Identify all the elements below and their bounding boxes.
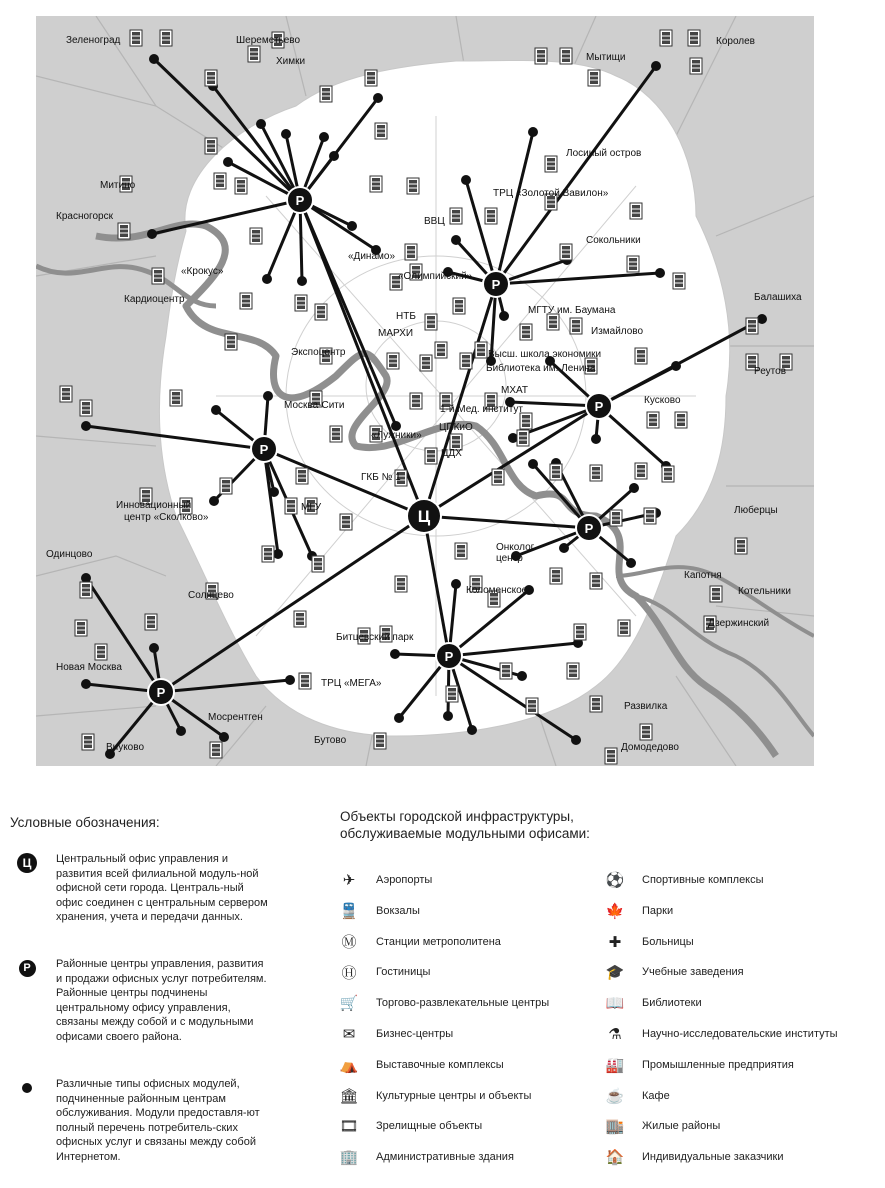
office-module-dot[interactable] [655,268,665,278]
office-module-dot[interactable] [263,391,273,401]
infrastructure-icon[interactable] [240,293,252,309]
map-label-mgtu: МГТУ им. Баумана [528,305,616,316]
office-module-dot[interactable] [211,405,221,415]
map-label-sheremetyevo: Шереметьево [236,35,301,46]
hub-letter: Р [594,399,604,414]
office-module-dot[interactable] [591,434,601,444]
infrastructure-icon[interactable] [453,298,465,314]
office-module-dot[interactable] [147,229,157,239]
infrastructure-icon[interactable] [294,611,306,627]
map-label-krokus: «Крокус» [181,266,224,277]
infrastructure-icon[interactable] [407,178,419,194]
object-row [604,1087,670,1105]
infrastructure-icon[interactable] [630,203,642,219]
metro-icon: Ⓜ [341,934,357,952]
office-module-dot[interactable] [651,61,661,71]
object-label: Парки [642,904,674,917]
infrastructure-icon[interactable] [460,353,472,369]
office-module-dot[interactable] [285,675,295,685]
object-label: Культурные центры и объекты [376,1089,532,1102]
office-module-dot[interactable] [626,558,636,568]
office-module-icon [16,1077,38,1099]
map-label-luzhniki: «Лужники» [371,430,422,441]
airplane-icon: ✈ [342,872,356,889]
hub-letter: Р [156,685,166,700]
infrastructure-icon[interactable] [535,48,547,64]
office-module-dot[interactable] [499,311,509,321]
office-module-dot[interactable] [297,276,307,286]
infrastructure-icon[interactable] [690,58,702,74]
infrastructure-icon[interactable] [450,208,462,224]
infrastructure-icon[interactable] [574,624,586,640]
infrastructure-icon[interactable] [285,498,297,514]
office-module-dot[interactable] [629,483,639,493]
regional-center-icon [16,957,38,979]
map-label-lyubertsy: Люберцы [734,505,778,516]
object-row [338,1056,504,1074]
infrastructure-icon[interactable] [312,556,324,572]
infrastructure-icon[interactable] [375,123,387,139]
map-label-olimp: «Олимпийский» [398,271,473,282]
infrastructure-icon[interactable] [735,538,747,554]
office-module-dot[interactable] [451,235,461,245]
hub-letter: Р [295,193,305,208]
object-row [338,994,549,1012]
cup-icon: ☕ [605,1087,625,1105]
infrastructure-icon[interactable] [520,413,532,429]
office-module-dot[interactable] [571,735,581,745]
map-label-kolomenskoe: Коломенское [466,585,528,596]
infrastructure-icon[interactable] [560,48,572,64]
infrastructure-icon[interactable] [520,324,532,340]
infrastructure-icon[interactable] [75,620,87,636]
infrastructure-icon[interactable] [644,508,656,524]
infrastructure-icon[interactable] [374,733,386,749]
object-row [338,871,432,889]
hub-letter: Р [444,649,454,664]
infrastructure-icon[interactable] [710,586,722,602]
object-label: Гостиницы [376,966,431,979]
object-row [604,994,702,1012]
infrastructure-icon[interactable] [746,318,758,334]
office-module-dot[interactable] [281,129,291,139]
infrastructure-icon[interactable] [80,582,92,598]
infrastructure-icon[interactable] [485,208,497,224]
infrastructure-icon[interactable] [446,686,458,702]
object-label: Библиотеки [642,997,702,1010]
expo-icon: ⛺ [339,1056,359,1074]
infrastructure-icon[interactable] [250,228,262,244]
infrastructure-icon[interactable] [455,543,467,559]
map-label-losiny: Лосиный остров [566,148,642,159]
map-label-balashikha: Балашиха [754,292,802,303]
map-label-kapotnya: Капотня [684,570,722,581]
object-row [604,871,764,889]
hub-letter: Р [491,277,501,292]
infrastructure-icon[interactable] [492,469,504,485]
map-label-lenin: Библиотека им. Ленина [486,363,596,374]
office-module-dot[interactable] [319,132,329,142]
grad-cap-icon: 🎓 [605,964,625,982]
cart-icon: 🛒 [339,995,359,1013]
building-icon: 🏬 [605,1118,625,1136]
map-label-khimki: Химки [276,56,306,67]
map-label-kardio: Кардиоцентр [124,294,185,305]
infrastructure-icon[interactable] [210,742,222,758]
infrastructure-icon[interactable] [662,466,674,482]
map-label-ntb: НТБ [396,311,416,322]
train-icon: 🚆 [339,902,359,920]
map-label-skolkovo: Инновационный центр «Сколково» [116,500,209,523]
infrastructure-icon[interactable] [315,304,327,320]
office-module-dot[interactable] [467,725,477,735]
map-label-mega: ТРЦ «МЕГА» [321,678,382,689]
infrastructure-icon[interactable] [220,478,232,494]
infrastructure-icon[interactable] [295,295,307,311]
object-label: Торгово-развлекательные центры [376,997,550,1010]
office-module-dot[interactable] [451,579,461,589]
hub-letter: Р [584,521,594,536]
office-module-dot[interactable] [176,726,186,736]
object-row [604,1148,783,1166]
map-label-tspkio: ЦПКиО [439,422,473,433]
legend-central-text: Центральный офис управления и развития всей филиальной модуль-ной офисной сети города. Централь-ный офис соединен с центральным сервером хранения, учета и передачи данных. [56,853,268,923]
infrastructure-icon[interactable] [320,86,332,102]
office-module-dot[interactable] [209,496,219,506]
office-module-dot[interactable] [347,221,357,231]
object-label: Аэропорты [376,874,433,886]
map-label-mosrentgen: Мосрентген [208,712,263,723]
office-module-dot[interactable] [517,671,527,681]
infrastructure-icon[interactable] [475,342,487,358]
object-label: Спортивные комплексы [642,874,764,886]
object-label: Зрелищные объекты [376,1120,483,1133]
office-module-dot[interactable] [671,361,681,371]
infrastructure-icon[interactable] [588,70,600,86]
objects-title: Объекты городской инфраструктуры, обслуживаемые модульными офисами: [340,809,590,841]
object-row [604,1056,794,1074]
moscow-network-map [36,16,814,766]
infrastructure-icon[interactable] [500,663,512,679]
object-row [604,933,694,951]
map-label-bitsa: Битцевский парк [336,632,414,643]
factory-icon: 🏭 [605,1056,625,1074]
map-label-zolotoy: ТРЦ «Золотой Вавилон» [493,188,609,199]
map-label-dinamo: «Динамо» [348,251,396,262]
infrastructure-icon[interactable] [545,156,557,172]
infrastructure-icon[interactable] [170,390,182,406]
map-label-zelenograd: Зеленоград [66,35,121,46]
house-icon: 🏠 [605,1149,625,1167]
leaf-icon: 🍁 [605,902,625,920]
infrastructure-icon[interactable] [550,568,562,584]
infrastructure-icon[interactable] [118,223,130,239]
book-icon: 📖 [605,995,625,1013]
object-label: Станции метрополитена [376,935,501,948]
object-label: Жилые районы [642,1120,721,1133]
infrastructure-icon[interactable] [627,256,639,272]
office-module-dot[interactable] [373,93,383,103]
map-label-dzerzhinsky: Дзержинский [708,618,770,629]
office-module-dot[interactable] [262,274,272,284]
legend-regional-text: Районные центры управления, развития и продажи офисных услуг потребителям. Районные центры подчинены центральному офису управления, связаны между собой и с модульными офисами своего района. [56,958,267,1043]
office-module-dot[interactable] [256,119,266,129]
office-module-dot[interactable] [219,732,229,742]
map-label-mitino: Митино [100,180,136,191]
office-module-dot[interactable] [81,421,91,431]
object-row [604,1025,838,1043]
infrastructure-icon[interactable] [296,468,308,484]
office-module-dot[interactable] [559,543,569,553]
infrastructure-icon[interactable] [160,30,172,46]
object-label: Кафе [642,1089,670,1102]
office-module-dot[interactable] [269,487,279,497]
office-module-dot[interactable] [461,175,471,185]
map-label-mkhat: МХАТ [501,385,528,396]
map-label-solntsevo: Солнцево [188,590,234,601]
infrastructure-icon[interactable] [387,353,399,369]
infrastructure-icon[interactable] [570,318,582,334]
infrastructure-icon[interactable] [635,348,647,364]
office-module-dot[interactable] [329,151,339,161]
map-label-razvilka: Развилка [624,701,668,712]
infrastructure-icon[interactable] [590,465,602,481]
office-module-dot[interactable] [528,459,538,469]
object-row [604,1117,720,1135]
office-module-dot[interactable] [223,157,233,167]
map-label-vshe: Высш. школа экономики [488,349,602,360]
central-office-symbol: Ц [17,853,37,873]
map-label-vvc: ВВЦ [424,216,445,227]
infrastructure-icon[interactable] [145,614,157,630]
object-row [338,963,430,981]
object-label: Больницы [642,935,694,948]
infrastructure-icon[interactable] [82,734,94,750]
office-module-dot[interactable] [390,649,400,659]
film-icon: 🎞 [339,1118,359,1136]
office-module-dot[interactable] [149,643,159,653]
office-module-dot[interactable] [81,679,91,689]
infrastructure-icon[interactable] [370,176,382,192]
object-label: Научно-исследовательские институты [642,1028,838,1040]
office-module-dot[interactable] [443,711,453,721]
hub-letter: Ц [417,507,431,526]
map-label-ekspo: Экспоцентр [291,347,346,358]
cross-icon: ✚ [608,933,622,951]
hub-letter: Р [259,442,269,457]
object-row [604,902,673,920]
infrastructure-icon[interactable] [262,546,274,562]
infrastructure-icon[interactable] [330,426,342,442]
infrastructure-icon[interactable] [225,334,237,350]
map-label-medinst: 1-й Мед. институт [440,404,523,415]
infrastructure-icon[interactable] [420,355,432,371]
object-row [338,933,501,951]
object-label: Учебные заведения [642,966,744,979]
map-label-gkb: ГКБ № 1 [361,472,401,483]
map-label-korolev: Королев [716,36,755,47]
infrastructure-icon[interactable] [425,448,437,464]
ball-icon: ⚽ [605,872,625,889]
infrastructure-icon[interactable] [299,673,311,689]
infrastructure-icon[interactable] [567,663,579,679]
object-label: Вокзалы [376,904,420,917]
map-label-tsdkh: ЦДХ [441,448,462,459]
object-label: Административные здания [376,1151,514,1164]
object-row [604,963,744,981]
object-row [338,1117,482,1135]
object-row [338,1148,514,1166]
legend-module-text: Различные типы офисных модулей, подчиненные районным центрам обслуживания. Модули предоставля-ют полный перечень потребитель-ских офисных услуг и связаны между собой Интернетом. [56,1078,260,1163]
infrastructure-icon[interactable] [610,510,622,526]
flask-icon: ⚗ [608,1026,622,1043]
map-label-sokolniki: Сокольники [586,235,641,246]
infrastructure-icon[interactable] [550,464,562,480]
legend-item-module [16,1077,306,1164]
infrastructure-icon[interactable] [675,412,687,428]
infrastructure-icon[interactable] [660,30,672,46]
map-label-odintsovo: Одинцово [46,549,93,560]
map-label-novaya: Новая Москва [56,662,122,673]
map-label-kuskovo: Кусково [644,395,681,406]
infrastructure-icon[interactable] [405,244,417,260]
map-label-krasnogorsk: Красногорск [56,211,113,222]
legend-title: Условные обозначения: [10,815,160,830]
infrastructure-icon[interactable] [410,393,422,409]
object-row [338,902,420,920]
office-module-dot[interactable] [394,713,404,723]
infrastructure-icon[interactable] [214,173,226,189]
infrastructure-icon[interactable] [605,748,617,764]
hotel-icon: Ⓗ [341,964,357,982]
object-label: Индивидуальные заказчики [642,1151,784,1164]
infrastructure-icon[interactable] [80,400,92,416]
regional-center-symbol: Р [19,960,36,977]
office-module-dot[interactable] [149,54,159,64]
map-label-izmaylovo: Измайлово [591,326,644,337]
infrastructure-icon[interactable] [647,412,659,428]
museum-icon: 🏛 [339,1087,359,1105]
infrastructure-icon[interactable] [235,178,247,194]
central-office-icon [16,852,38,874]
infrastructure-icon[interactable] [640,724,652,740]
infrastructure-icon[interactable] [517,430,529,446]
infrastructure-icon[interactable] [590,696,602,712]
infrastructure-icon[interactable] [205,138,217,154]
infrastructure-icon[interactable] [130,30,142,46]
object-label: Выставочные комплексы [376,1058,504,1071]
object-row [338,1087,531,1105]
infrastructure-icon[interactable] [526,698,538,714]
map-label-mgu: МГУ [301,502,322,513]
map-label-markhi: МАРХИ [378,328,414,339]
infrastructure-icon[interactable] [425,314,437,330]
envelope-icon: ✉ [342,1026,356,1043]
infrastructure-icon[interactable] [152,268,164,284]
office-module-dot[interactable] [528,127,538,137]
object-label: Бизнес-центры [376,1028,454,1040]
infrastructure-icon[interactable] [95,644,107,660]
object-label: Промышленные предприятия [642,1058,794,1071]
infrastructure-icon[interactable] [590,573,602,589]
infrastructure-icon[interactable] [340,514,352,530]
legend-item-central [16,852,306,925]
map-label-reutov: Реутов [754,366,787,377]
map-label-kotelniki: Котельники [738,586,791,597]
map-label-domodedovo: Домодедово [621,742,679,753]
infrastructure-icon[interactable] [635,463,647,479]
infrastructure-icon[interactable] [618,620,630,636]
infrastructure-icon[interactable] [688,30,700,46]
map-label-butovo: Бутово [314,735,347,746]
infrastructure-icon[interactable] [435,342,447,358]
infrastructure-icon[interactable] [395,576,407,592]
infrastructure-icon[interactable] [365,70,377,86]
infrastructure-icon[interactable] [547,314,559,330]
legend-item-regional [16,957,306,1044]
infrastructure-icon[interactable] [60,386,72,402]
map-label-mytishchi: Мытищи [586,52,626,63]
object-row [338,1025,453,1043]
map-label-vnukovo: Внуково [106,742,145,753]
infrastructure-icon[interactable] [560,244,572,260]
map-label-moscity: Москва-Сити [284,400,345,411]
infrastructure-icon[interactable] [673,273,685,289]
map-label-onkolog: Онколог. центр [496,542,536,564]
admin-building-icon: 🏢 [339,1149,359,1167]
infrastructure-icon[interactable] [248,46,260,62]
infrastructure-icon[interactable] [205,70,217,86]
